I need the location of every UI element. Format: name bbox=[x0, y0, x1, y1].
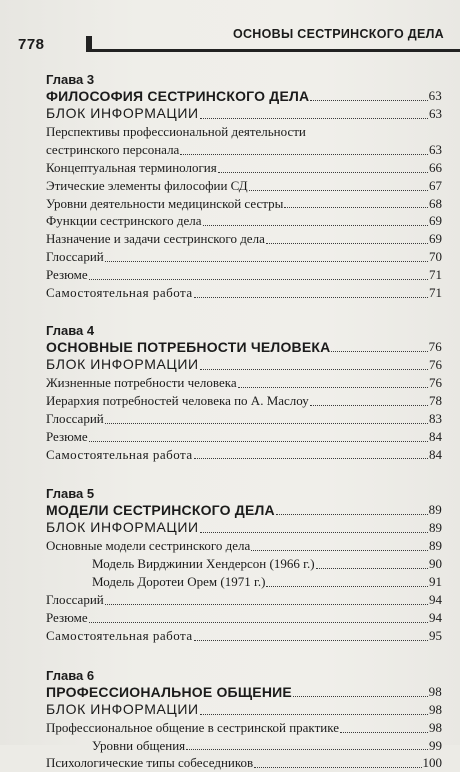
toc-entry-text: Профессиональное общение в сестринской практике bbox=[46, 719, 339, 735]
toc-entry bbox=[46, 609, 442, 627]
leader-dots bbox=[200, 369, 428, 370]
info-block-heading-page: 89 bbox=[429, 520, 442, 536]
leader-dots bbox=[200, 532, 428, 533]
chapter-title-text: ПРОФЕССИОНАЛЬНОЕ ОБЩЕНИЕ bbox=[46, 683, 292, 700]
leader-dots bbox=[293, 696, 428, 697]
chapter-title bbox=[46, 87, 442, 105]
toc-entry-page: 78 bbox=[429, 392, 442, 408]
toc-entry-text: Самостоятельная работа bbox=[46, 285, 193, 301]
leader-dots bbox=[316, 568, 428, 569]
toc-entry bbox=[46, 266, 442, 284]
toc-entry-page: 66 bbox=[429, 159, 442, 175]
toc-entry bbox=[46, 737, 442, 755]
toc-entry-page: 89 bbox=[429, 538, 442, 554]
toc-entry-text: Уровни деятельности медицинской сестры bbox=[46, 195, 284, 211]
chapter-gap bbox=[46, 463, 442, 486]
toc-entry-page: 63 bbox=[429, 141, 442, 157]
toc-entry-page: 98 bbox=[429, 719, 442, 735]
toc-entry bbox=[46, 410, 442, 428]
toc-entry bbox=[46, 555, 442, 573]
page-header bbox=[0, 0, 460, 62]
toc-entry bbox=[46, 248, 442, 266]
info-block-heading bbox=[46, 701, 442, 719]
toc-entry bbox=[46, 230, 442, 248]
leader-dots bbox=[310, 405, 428, 406]
toc-entry bbox=[46, 159, 442, 177]
toc-entry-page: 70 bbox=[429, 249, 442, 265]
leader-dots bbox=[218, 172, 428, 173]
leader-dots bbox=[276, 514, 428, 515]
toc-entry-page: 100 bbox=[422, 755, 442, 771]
table-of-contents bbox=[46, 72, 442, 772]
leader-dots bbox=[105, 604, 428, 605]
leader-dots bbox=[105, 261, 428, 262]
toc-entry-text: Глоссарий bbox=[46, 249, 104, 265]
leader-dots bbox=[284, 207, 428, 208]
leader-dots bbox=[186, 749, 428, 750]
chapter-label: Глава 6 bbox=[46, 667, 95, 683]
leader-dots bbox=[105, 423, 428, 424]
toc-entry bbox=[46, 374, 442, 392]
toc-entry-text: Назначение и задачи сестринского дела bbox=[46, 231, 265, 247]
toc-entry-text: Модель Вирджинии Хендерсон (1966 г.) bbox=[92, 556, 315, 572]
chapter-title bbox=[46, 338, 442, 356]
chapter-section bbox=[46, 323, 442, 463]
toc-entry bbox=[46, 284, 442, 302]
toc-entry-text: Иерархия потребностей человека по А. Маслоу bbox=[46, 392, 309, 408]
toc-entry bbox=[46, 212, 442, 230]
leader-dots bbox=[254, 767, 421, 768]
chapter-gap bbox=[46, 645, 442, 668]
chapter-title-text: ФИЛОСОФИЯ СЕСТРИНСКОГО ДЕЛА bbox=[46, 88, 310, 104]
toc-entry-text: Самостоятельная работа bbox=[46, 446, 193, 462]
toc-entry-text: Психологические типы собеседников bbox=[46, 755, 254, 771]
toc-entry-page: 69 bbox=[429, 231, 442, 247]
leader-dots bbox=[238, 387, 428, 388]
leader-dots bbox=[194, 640, 428, 641]
toc-entry-page: 69 bbox=[429, 213, 442, 229]
toc-entry-text: Самостоятельная работа bbox=[46, 627, 193, 643]
toc-entry-page: 99 bbox=[429, 737, 442, 753]
toc-entry-text: Этические элементы философии СД bbox=[46, 177, 248, 193]
info-block-heading-text: БЛОК ИНФОРМАЦИИ bbox=[46, 105, 199, 121]
toc-entry bbox=[46, 573, 442, 591]
info-block-heading bbox=[46, 105, 442, 123]
leader-dots bbox=[194, 458, 428, 459]
info-block-heading bbox=[46, 519, 442, 537]
chapter-title-page: 63 bbox=[428, 88, 442, 103]
toc-entry bbox=[46, 392, 442, 410]
chapter-title bbox=[46, 501, 442, 519]
toc-entry-page: 90 bbox=[429, 556, 442, 572]
leader-dots bbox=[89, 622, 428, 623]
chapter-gap bbox=[46, 302, 442, 323]
toc-entry-text: Модель Доротеи Орем (1971 г.) bbox=[92, 574, 266, 590]
toc-entry bbox=[46, 141, 442, 159]
toc-entry-text: Резюме bbox=[46, 267, 88, 283]
info-block-heading-page: 98 bbox=[429, 701, 442, 717]
toc-entry-text: Основные модели сестринского дела bbox=[46, 538, 251, 554]
leader-dots bbox=[200, 118, 428, 119]
toc-entry-text: Функции сестринского дела bbox=[46, 213, 202, 229]
toc-entry-page: 71 bbox=[429, 285, 442, 301]
chapter-title-text: ОСНОВНЫЕ ПОТРЕБНОСТИ ЧЕЛОВЕКА bbox=[46, 338, 331, 355]
chapter-label: Глава 4 bbox=[46, 322, 95, 338]
info-block-heading-text: БЛОК ИНФОРМАЦИИ bbox=[46, 519, 199, 536]
running-title: ОСНОВЫ СЕСТРИНСКОГО ДЕЛА bbox=[232, 27, 444, 41]
toc-entry-page: 94 bbox=[429, 609, 442, 625]
leader-dots bbox=[249, 190, 428, 191]
toc-entry-page: 91 bbox=[429, 574, 442, 590]
leader-dots bbox=[203, 225, 428, 226]
leader-dots bbox=[251, 550, 428, 551]
toc-entry bbox=[46, 627, 442, 645]
chapter-title-page: 89 bbox=[428, 502, 442, 518]
leader-dots bbox=[200, 714, 428, 715]
toc-entry-text: Жизненные потребности человека bbox=[46, 374, 237, 390]
info-block-heading-page: 63 bbox=[429, 106, 442, 121]
toc-entry-text: Резюме bbox=[46, 609, 88, 625]
toc-entry-text: Глоссарий bbox=[46, 592, 104, 608]
toc-entry-page: 84 bbox=[429, 428, 442, 444]
toc-entry-text: Уровни общения bbox=[92, 737, 186, 753]
leader-dots bbox=[331, 351, 427, 352]
leader-dots bbox=[194, 297, 428, 298]
toc-entry bbox=[46, 446, 442, 464]
chapter-title-text: МОДЕЛИ СЕСТРИНСКОГО ДЕЛА bbox=[46, 502, 275, 519]
toc-entry bbox=[46, 428, 442, 446]
chapter-section bbox=[46, 486, 442, 644]
chapter-title-page: 76 bbox=[428, 338, 442, 354]
toc-entry bbox=[46, 195, 442, 213]
leader-dots bbox=[180, 154, 428, 155]
page-number: 778 bbox=[18, 36, 45, 53]
chapter-section bbox=[46, 668, 442, 772]
chapter-label: Глава 5 bbox=[46, 486, 95, 502]
leader-dots bbox=[89, 441, 428, 442]
toc-entry bbox=[46, 537, 442, 555]
chapter-section bbox=[46, 72, 442, 302]
toc-entry-page: 71 bbox=[429, 267, 442, 283]
chapter-title bbox=[46, 683, 442, 701]
toc-entry-line: Перспективы профессиональной деятельности bbox=[46, 123, 306, 139]
leader-dots bbox=[310, 100, 427, 101]
chapter-title-page: 98 bbox=[428, 683, 442, 699]
toc-entry bbox=[46, 177, 442, 195]
info-block-heading-text: БЛОК ИНФОРМАЦИИ bbox=[46, 700, 199, 717]
info-block-heading-text: БЛОК ИНФОРМАЦИИ bbox=[46, 355, 199, 372]
toc-entry-text: Резюме bbox=[46, 428, 88, 444]
toc-entry bbox=[46, 754, 442, 772]
toc-entry bbox=[46, 591, 442, 609]
toc-entry-text: Глоссарий bbox=[46, 410, 104, 426]
info-block-heading bbox=[46, 356, 442, 374]
toc-entry-page: 68 bbox=[429, 195, 442, 211]
toc-entry-page: 94 bbox=[429, 592, 442, 608]
toc-entry-page: 76 bbox=[429, 374, 442, 390]
toc-entry bbox=[46, 719, 442, 737]
toc-entry-page: 95 bbox=[429, 627, 442, 643]
toc-entry-page: 84 bbox=[429, 446, 442, 462]
leader-dots bbox=[266, 586, 428, 587]
toc-entry-page: 83 bbox=[429, 410, 442, 426]
leader-dots bbox=[266, 243, 428, 244]
leader-dots bbox=[340, 732, 428, 733]
leader-dots bbox=[89, 279, 428, 280]
toc-entry-text: Концептуальная терминология bbox=[46, 159, 217, 175]
toc-entry-text: сестринского персонала bbox=[46, 141, 180, 157]
info-block-heading-page: 76 bbox=[429, 356, 442, 372]
header-rule bbox=[92, 49, 460, 52]
chapter-label: Глава 3 bbox=[46, 72, 95, 87]
toc-entry-page: 67 bbox=[429, 177, 442, 193]
